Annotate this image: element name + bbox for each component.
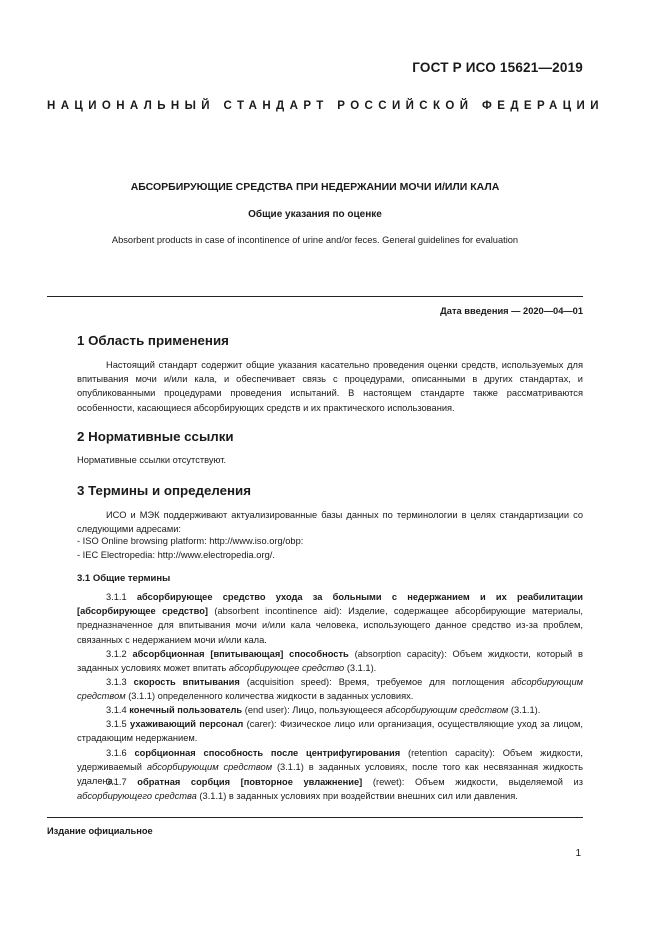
national-standard-heading: НАЦИОНАЛЬНЫЙ СТАНДАРТ РОССИЙСКОЙ ФЕДЕРАЦИИ bbox=[47, 100, 604, 112]
section-1-heading: 1 Область применения bbox=[77, 333, 229, 348]
page-number: 1 bbox=[575, 848, 581, 859]
subsection-3-1-heading: 3.1 Общие термины bbox=[77, 573, 171, 584]
term-reference: абсорбирующим средством bbox=[146, 762, 273, 773]
top-divider bbox=[47, 296, 583, 297]
term-3-1-1 bbox=[77, 590, 583, 647]
term-reference: абсорбирующим средством bbox=[385, 705, 509, 715]
term-number: 3.1.5 bbox=[106, 719, 131, 729]
section-2-text: Нормативные ссылки отсутствуют. bbox=[77, 455, 227, 465]
term-name: скорость впитывания bbox=[133, 677, 240, 687]
term-number: 3.1.7 bbox=[106, 777, 138, 787]
term-definition: (retention capacity): Объем жидкости, удерживаемый bbox=[77, 748, 584, 773]
term-3-1-2 bbox=[77, 647, 583, 675]
introduction-date: Дата введения — 2020—04—01 bbox=[440, 306, 583, 316]
term-name: абсорбирующее средство ухода за больными с недержанием и их реабилитации [абсорбирующее средство] bbox=[77, 592, 583, 617]
term-name: ухаживающий персонал bbox=[130, 719, 244, 729]
official-edition-note: Издание официальное bbox=[47, 826, 153, 836]
bottom-divider bbox=[47, 817, 583, 818]
term-definition: (absorbent incontinence aid): Изделие, содержащее абсорбирующие материалы, предназначенное для впитывания мочи и/или кала человека, использующего данное средство из-за проблем, связанных с недержанием мочи и/или кала. bbox=[77, 606, 583, 645]
term-3-1-3 bbox=[77, 675, 583, 703]
document-title-ru: АБСОРБИРУЮЩИЕ СРЕДСТВА ПРИ НЕДЕРЖАНИИ МОЧИ И/ИЛИ КАЛА bbox=[130, 181, 500, 193]
term-reference: абсорбирующее средство bbox=[228, 663, 345, 674]
section-3-intro: ИСО и МЭК поддерживают актуализированные базы данных по терминологии в целях стандартизации со следующими адресами: bbox=[77, 510, 583, 535]
iso-obp-link[interactable]: - ISO Online browsing platform: http://www.iso.org/obp: bbox=[77, 536, 304, 546]
term-number: 3.1.3 bbox=[106, 677, 134, 687]
term-definition-end: (3.1.1) определенного количества жидкости в заданных условиях. bbox=[125, 691, 414, 702]
term-definition: (acquisition speed): Время, требуемое для поглощения bbox=[239, 677, 512, 687]
document-code: ГОСТ Р ИСО 15621—2019 bbox=[412, 60, 583, 75]
term-number: 3.1.4 bbox=[106, 705, 130, 715]
term-definition-end: (3.1.1). bbox=[344, 663, 377, 674]
term-reference: абсорбирующего средства bbox=[77, 791, 197, 802]
term-number: 3.1.6 bbox=[106, 748, 135, 758]
document-title-en: Absorbent products in case of incontinence of urine and/or feces. General guidelines for evaluation bbox=[111, 235, 519, 245]
term-definition-end: (3.1.1). bbox=[508, 705, 541, 715]
term-definition: (absorption capacity): Объем жидкости, который в заданных условиях может впитать bbox=[77, 649, 583, 674]
term-number: 3.1.1 bbox=[106, 592, 137, 602]
term-3-1-7 bbox=[77, 775, 583, 803]
section-1-text: Настоящий стандарт содержит общие указания касательно проведения оценки средств, используемых для впитывания мочи и/или кала, и обеспечивает связь с процедурами, описанными в других стандартах, и опубликованными процедурами проведения испытаний. В настоящем стандарте также рассматриваются особенности, касающиеся абсорбирующих средств и их практического использования. bbox=[77, 360, 583, 413]
term-definition: (carer): Физическое лицо или организация, осуществляющие уход за лицом, страдающим недержанием. bbox=[77, 719, 583, 744]
term-definition-end: (3.1.1) в заданных условиях, после того как несвязанная жидкость удалена. bbox=[77, 762, 583, 787]
term-definition: (rewet): Объем жидкости, выделяемой из bbox=[362, 777, 583, 787]
term-3-1-4 bbox=[77, 703, 583, 717]
term-definition: (end user): Лицо, пользующееся bbox=[242, 705, 386, 715]
section-2-heading: 2 Нормативные ссылки bbox=[77, 429, 234, 444]
section-3-heading: 3 Термины и определения bbox=[77, 483, 251, 498]
term-definition-end: (3.1.1) в заданных условиях при воздействии внешних сил или давления. bbox=[196, 791, 518, 802]
iec-electropedia-link[interactable]: - IEC Electropedia: http://www.electropedia.org/. bbox=[77, 550, 275, 560]
term-name: обратная сорбция [повторное увлажнение] bbox=[137, 777, 363, 787]
term-name: сорбционная способность после центрифугирования bbox=[134, 748, 401, 758]
term-name: абсорбционная [впитывающая] способность bbox=[132, 649, 349, 659]
term-name: конечный пользователь bbox=[129, 705, 243, 715]
term-number: 3.1.2 bbox=[106, 649, 133, 659]
document-subtitle-ru: Общие указания по оценке bbox=[248, 209, 382, 220]
term-3-1-5 bbox=[77, 717, 583, 745]
term-reference: абсорбирующим средством bbox=[77, 677, 584, 702]
